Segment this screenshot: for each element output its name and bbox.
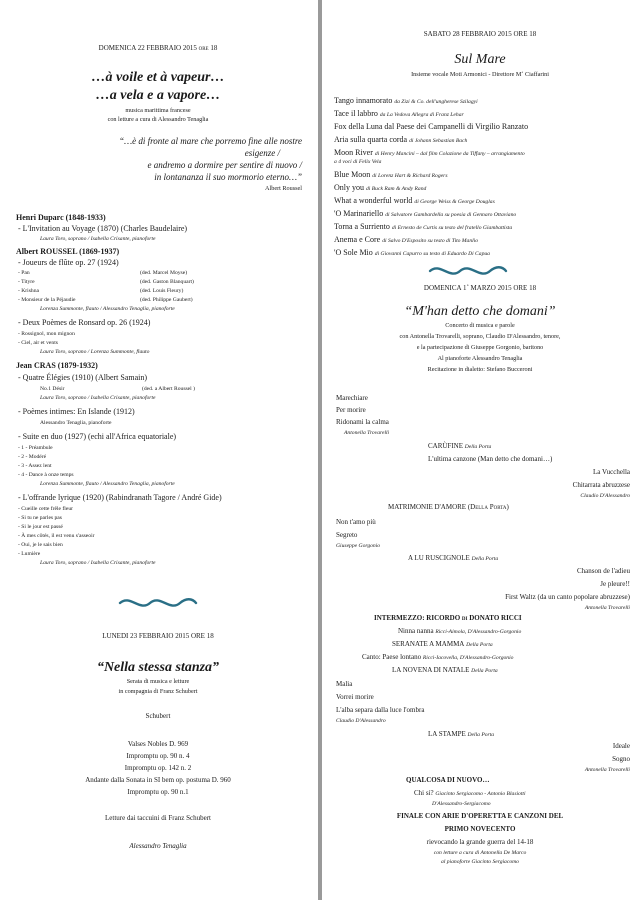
song-credit: di Buck Ram & Andy Rand [366,186,427,192]
finale-heading-2: PRIMO NOVECENTO [444,825,516,833]
qualcosa-heading: QUALCOSA DI NUOVO… [406,776,490,784]
work-suite-en-duo: - Suite en duo (1927) (echi all'Africa equatoriale) [18,432,177,441]
reader: Alessandro Tenaglia [129,842,187,850]
section-title: LA STAMPE [428,730,466,738]
song-title: Tango innamorato [334,96,393,105]
work-quatre-elegies: - Quatre Élégies (1910) (Albert Samain) [18,373,148,382]
song [334,122,528,131]
work: Impromptu op. 90 n.1 [127,788,189,796]
dedication: (ded. Gaston Blanquart) [140,279,194,285]
song-title: Blue Moon [334,170,371,179]
event4-subtitle: con Antonella Trovarelli, soprano, Claudio D'Alessandro, tenore, [399,333,561,340]
column-divider [318,0,322,900]
movement: - Cueille cette frêle fleur [18,506,73,512]
song-title: Ridonami la calma [336,418,389,426]
song-title: Ninna nanna [398,627,434,635]
song-title: First Waltz (da un canto popolare abruzzese) [505,593,630,601]
song-title: Segreto [336,531,358,539]
event2-title: “Nella stessa stanza” [96,660,220,675]
song-credit: Ricci-Aimola, D'Alessandro-Gorgonio [435,629,522,635]
event2-subtitle: Serata di musica e letture [126,678,190,685]
song-title: Canto: Paese lontano [362,653,422,661]
movement: - Tityre [18,279,35,285]
event4-date: DOMENICA 1˚ MARZO 2015 ORE 18 [423,284,537,292]
performer: D'Alessandro-Sergiacomo [432,801,491,807]
performer: Claudio D'Alessandro [336,718,386,724]
song-credit: di George Weiss & George Douglas [414,199,495,205]
quote-line-1: “…è di fronte al mare che porremo fine alle nostre [119,136,302,146]
song [334,209,516,218]
event4-subtitle: e la partecipazione di Giuseppe Gorgonio, baritono [416,344,544,351]
song-credit: a 4 voci di Felix Vela [334,159,382,165]
song [334,235,478,244]
event2-subtitle-2: in compagnia di Franz Schubert [118,688,198,695]
song [334,196,495,205]
performer: Antonella Trovarelli [584,767,630,773]
movement: - 2 - Modéré [18,454,47,460]
performers: Laura Toro, soprano / Isabella Crisante, pianoforte [40,560,156,566]
section-title: CARÙFINE [428,442,464,450]
song-title: 'O Sole Mio [334,248,373,257]
dedication: (ded. a Albert Roussel ) [142,386,195,392]
song [362,653,513,661]
song-title: Marechiare [336,394,368,402]
movement: - Rossignol, mon mignon [18,331,75,337]
song-title: What a wonderful world [334,196,413,205]
section-title: MATRIMONIE D'AMORE (Della Porta) [388,503,509,511]
song [334,248,490,257]
dedication: (ded. Marcel Moyse) [140,270,188,276]
song-title: Torna a Surriento [334,222,390,231]
performers: Lorenza Summonte, flauto / Alessandro Tenaglia, pianoforte [40,306,175,312]
song-title: Chitarrata abruzzese [572,481,630,489]
song-title: Moon River [334,148,373,157]
song [334,148,525,157]
performer: Claudio D'Alessandro [580,493,630,499]
work-offrande-lyrique: - L'offrande lyrique (1920) (Rabindranath Tagore / André Gide) [18,493,222,502]
section-title: SERANATE A MAMMA [392,640,465,648]
song [334,96,478,105]
song-credit: di Lorenz Hart & Richard Rogers [372,173,448,179]
song-title: La Vucchella [593,468,630,476]
song [334,135,467,144]
event1-subtitle: musica marittima francese [125,107,191,114]
song-title: Malia [336,680,353,688]
movement: - Krishna [18,288,39,294]
composer-schubert: Schubert [145,712,171,720]
song-credit: di Salvo D'Esposito su testo di Tito Manlio [382,238,479,244]
composer-roussel: Albert ROUSSEL (1869-1937) [16,247,120,256]
event2-date: LUNEDI 23 FEBBRAIO 2015 ORE 18 [102,632,214,640]
song-title: 'O Marinariello [334,209,384,218]
song-title: Chi si? [414,789,434,797]
song-title: Per morire [336,406,366,414]
section-heading [428,730,494,738]
event4-subtitle: Recitazione in dialetto: Stefano Bucceroni [427,366,533,373]
song [334,222,512,231]
song-credit: di Salvatore Gambardella su poesia di Gennaro Ottaviano [385,212,517,218]
work-deux-poemes: - Deux Poèmes de Ronsard op. 26 (1924) [18,318,151,327]
work: Impromptu op. 90 n. 4 [126,752,190,760]
song-title: Vorrei morire [336,693,374,701]
section-credit: Della Porta [471,668,498,674]
song-title: L'alba separa dalla luce l'ombra [336,706,425,714]
movement: - Monsieur de la Péjaudie [18,297,76,303]
event3-subtitle: Insieme vocale Moti Armonici - Direttore M˚ Ciaffarini [411,71,549,78]
movement: - Ciel, air et vents [18,340,58,346]
song-title: Tace il labbro [334,109,378,118]
song-credit: di Ernesto de Curtis su testo del fratello Giambattista [391,225,513,231]
movement: - Pan [18,270,30,276]
song [414,789,526,797]
event1-title-fr: …à voile et à vapeur… [91,70,225,85]
quote-author: Albert Roussel [265,185,302,192]
song-credit: di Henry Mancini – dal film Colazione da Tiffany – arrangiamento [374,151,525,157]
section-title: LA NOVENA DI NATALE [392,666,470,674]
event4-subtitle: Concerto di musica e parole [445,322,515,329]
performer: Antonella Trovarelli [344,430,390,436]
event3-date: SABATO 28 FEBBRAIO 2015 ORE 18 [423,30,537,38]
finale-credit: al pianoforte Giacinto Sergiacomo [441,859,519,865]
work-joueurs-de-flute: - Joueurs de flûte op. 27 (1924) [18,258,119,267]
work-invitation-voyage: - L'Invitation au Voyage (1870) (Charles Baudelaire) [18,224,188,233]
work: Valses Nobles D. 969 [127,740,189,748]
composer-cras: Jean CRAS (1879-1932) [16,361,98,370]
song-credit: Giacinto Sergiacomo - Antonio Blasiotti [435,791,526,797]
dedication: (ded. Louis Fleury) [140,288,184,294]
movement: - 4 - Dance à onze temps [18,472,74,478]
performers: Lorenza Summonte, flauto / Alessandro Tenaglia, pianoforte [40,481,175,487]
quote-line-3: e andremo a dormire per sentire di nuovo / [147,160,302,170]
left-column [0,0,316,900]
song-title: Non t'amo più [336,518,376,526]
song-title: Anema e Core [334,235,381,244]
section-heading [428,442,491,450]
section-heading [392,666,498,674]
song-title: Only you [334,183,364,192]
event1-date: DOMENICA 22 FEBBRAIO 2015 ore 18 [98,44,218,52]
right-column [324,0,636,900]
song-credit: di Johann Sebastian Bach [409,138,468,144]
movement: - À mes côtés, il est venu s'asseoir [18,533,95,539]
finale-subtitle: rievocando la grande guerra del 14-18 [426,838,534,846]
performers: Laura Toro, soprano / Isabella Crisante, pianoforte [40,395,156,401]
work: Impromptu op. 142 n. 2 [124,764,192,772]
section-credit: Della Porta [466,642,493,648]
event4-title: “M'han detto che domani” [404,304,556,319]
performer: Giuseppe Gorgonio [336,543,381,549]
song-credit: da La Vedova Allegra di Franz Lehar [379,112,464,118]
song-title: L'ultima canzone (Man detto che domani…) [428,455,553,463]
song [398,627,521,635]
movement: - Lumière [18,551,41,557]
song-credit: Ricci-Iacovella, D'Alessandro-Gorgonio [422,655,514,661]
movement: No.1 Désir [40,386,65,392]
performers: Laura Toro, soprano / Isabella Crisante, pianoforte [40,236,156,242]
song-title: Je pleure!! [600,580,630,588]
finale-heading: FINALE CON ARIE D'OPERETTA E CANZONI DEL [396,812,564,820]
dedication: (ded. Philippe Gaubert) [140,297,193,303]
event1-title-it: …a vela e a vapore… [95,88,221,103]
performers: Alessandro Tenaglia, pianoforte [40,420,112,426]
section-credit: Della Porta [467,732,495,738]
section-heading [392,640,493,648]
song-credit: da Zizi & Co. dell'ungherese Szilagyi [394,99,478,105]
wave-ornament-icon [118,596,198,610]
section-title: A LU RUSCIGNOLE [408,554,470,562]
work: Andante dalla Sonata in SI bem op. postuma D. 960 [85,776,231,784]
section-credit: Della Porta [464,444,492,450]
movement: - Si tu ne parles pas [18,515,62,521]
song-title: Ideale [612,742,630,750]
song-title: Aria sulla quarta corda [334,135,408,144]
movement: - Si le jour est passé [18,524,63,530]
movement: - Oui, je le sais bien [18,542,63,548]
section-credit: Della Porta [471,556,499,562]
song [334,170,448,179]
movement: - 3 - Assez lent [18,463,52,469]
event1-subtitle-2: con letture a cura di Alessandro Tenaglia [107,116,209,123]
song-title: Sogno [612,755,630,763]
song-credit: di Giovanni Capurro su testo di Eduardo Di Capua [374,251,490,257]
wave-ornament-icon [428,264,508,278]
work-poemes-intimes: - Poèmes intimes: En Islande (1912) [18,407,135,416]
quote-line-2: esigenze / [244,148,280,158]
event3-title: Sul Mare [454,52,506,67]
intermezzo-heading: INTERMEZZO: RICORDO di DONATO RICCI [374,614,522,622]
performers: Laura Toro, soprano / Lorenza Summonte, flauto [40,349,150,355]
song-title: Chanson de l'adieu [577,567,630,575]
letture: Letture dai taccuini di Franz Schubert [105,814,211,822]
quote-line-4: in lontananza il suo mormorio eterno…” [154,172,302,182]
finale-credit: con letture a cura di Antonella De Marco [433,850,527,856]
song [334,109,464,118]
section-heading [408,554,498,562]
song-title: Fox della Luna dal Paese dei Campanelli di Virgilio Ranzato [334,122,529,131]
event4-subtitle: Al pianoforte Alessandro Tenaglia [437,355,523,362]
performer: Antonella Trovarelli [584,605,630,611]
movement: - 1 - Préambule [18,445,53,451]
song [334,183,426,192]
composer-duparc: Henri Duparc (1848-1933) [16,213,106,222]
